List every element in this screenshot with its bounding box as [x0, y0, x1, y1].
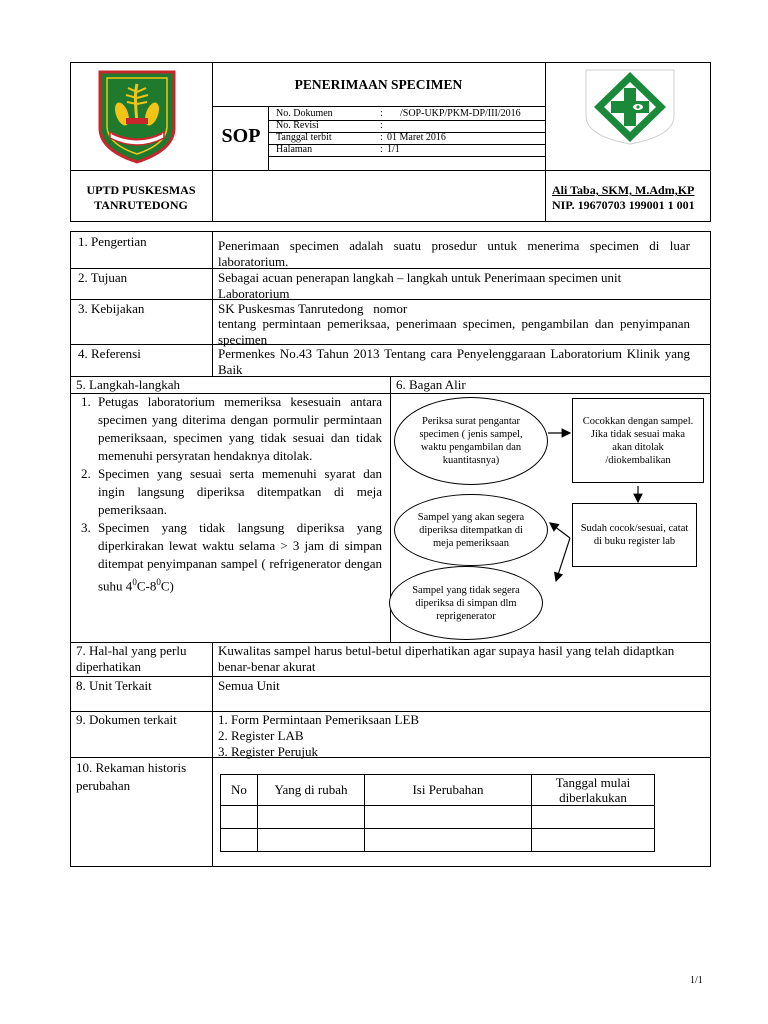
signer-block [552, 183, 695, 213]
section-text-unit: Semua Unit [218, 678, 280, 693]
section-label-langkah: 5. Langkah-langkah [76, 377, 180, 392]
table-header-cell: Tanggal mulai diberlakukan [532, 775, 655, 806]
table-cell [532, 829, 655, 852]
table-cell [221, 806, 258, 829]
section-text-kebijakan-1: SK Puskesmas Tanrutedong nomor [218, 301, 408, 316]
signer-name: Ali Taba, SKM, M.Adm,KP [552, 183, 695, 197]
flow-node-match-sample: Cocokkan dengan sampel. Jika tidak sesuai maka akan ditolak /diokembalikan [572, 398, 704, 483]
section-text-kebijakan-2: tentang permintaan pemeriksaa, penerimaan specimen, pengambilan dan penyimpanan specimen [218, 316, 690, 347]
page-number: 1/1 [690, 975, 703, 986]
dokumen-item: 3. Register Perujuk [218, 744, 319, 759]
signer-nip: NIP. 19670703 199001 1 001 [552, 198, 695, 212]
document-title: PENERIMAAN SPECIMEN [294, 77, 463, 92]
step-1: 1. Petugas laboratorium memeriksa kesesuain antara specimen yang diterima dengan pormulir permintaan pemeriksaan, specimen yang tidak sesuai dan tidak memenuhi persyratan hendaknya ditolak. [94, 393, 382, 465]
section-text-hal-hal: Kuwalitas sampel harus betul-betul diperhatikan agar supaya hasil yang telah didaptkan benar-benar akurat [218, 643, 675, 674]
meta-revision-label: No. Revisi [276, 120, 319, 131]
section-text-pengertian: Penerimaan specimen adalah suatu prosedur untuk menerima specimen di luar laboratorium. [218, 238, 690, 269]
section-label-hal-hal [76, 643, 186, 675]
table-cell [258, 806, 365, 829]
step-3-sup: 0 [156, 577, 161, 587]
table-cell [532, 806, 655, 829]
meta-sep: : [380, 108, 383, 119]
meta-doc-number-label: No. Dokumen [276, 108, 333, 119]
section-label-kebijakan: 3. Kebijakan [78, 301, 145, 316]
label-line: 10. Rekaman historis [76, 760, 187, 775]
regional-logo [92, 66, 182, 166]
section-label-unit: 8. Unit Terkait [76, 678, 152, 693]
arrow-node3-to-node4 [550, 523, 570, 538]
meta-page-label: Halaman [276, 144, 313, 155]
section-text-tujuan: Sebagai acuan penerapan langkah – langkah untuk Penerimaan specimen unit Laboratorium [218, 270, 622, 301]
step-2: 2. Specimen yang sesuai serta memenuhi syarat dan ingin langsung diperiksa ditempatkan di meja pemeriksaan. [94, 465, 382, 519]
section-label-pengertian: 1. Pengertian [78, 234, 147, 249]
section-text-referensi: Permenkes No.43 Tahun 2013 Tentang cara Penyelenggaraan Laboratorium Klinik yang Baik [218, 346, 690, 377]
dokumen-item: 2. Register LAB [218, 728, 304, 743]
meta-sep: : [380, 144, 383, 155]
table-row [221, 806, 655, 829]
section-label-rekaman [76, 759, 186, 795]
puskesmas-cross-logo [582, 66, 678, 148]
table-header-cell: Yang di rubah [258, 775, 365, 806]
flow-node-check-letter: Periksa surat pengantar specimen ( jenis sampel, waktu pengambilan dan kuantitasnya) [394, 397, 548, 485]
flow-node-register: Sudah cocok/sesuai, catat di buku register lab [572, 503, 697, 567]
section-list-dokumen [218, 712, 419, 760]
step-3-text: C) [160, 578, 174, 594]
step-3-text: Specimen yang tidak langsung diperiksa yang diperkirakan lewat waktu selama > 3 jam di simpan ditempat penyimpanan sampel ( refrigenerator dengan suhu 4 [98, 520, 382, 594]
table-cell [221, 829, 258, 852]
flow-node-exam-table: Sampel yang akan segera diperiksa ditempatkan di meja pemeriksaan [394, 494, 548, 566]
meta-date-label: Tanggal terbit [276, 132, 332, 143]
procedure-steps [72, 393, 382, 595]
table-row [221, 829, 655, 852]
flow-node-refrigerator: Sampel yang tidak segera diperiksa di simpan dlm reprigenerator [389, 566, 543, 640]
section-label-bagan: 6. Bagan Alir [396, 377, 466, 392]
meta-sep: : [380, 120, 383, 131]
section-label-referensi: 4. Referensi [78, 346, 141, 361]
arrow-node3-to-node5 [556, 538, 570, 581]
section-label-dokumen: 9. Dokumen terkait [76, 712, 177, 727]
table-header-cell: No [221, 775, 258, 806]
table-cell [365, 806, 532, 829]
org-line-2: TANRUTEDONG [94, 198, 188, 212]
table-header-row [221, 775, 655, 806]
table-cell [365, 829, 532, 852]
sop-label: SOP [221, 125, 261, 147]
org-name [70, 183, 212, 213]
step-3-sup: 0 [132, 577, 137, 587]
step-3-text: C-8 [136, 578, 157, 594]
step-3 [94, 519, 382, 595]
dokumen-item: 1. Form Permintaan Pemeriksaan LEB [218, 712, 420, 727]
meta-doc-number-value: /SOP-UKP/PKM-DP/III/2016 [400, 108, 521, 119]
table-header-cell: Isi Perubahan [365, 775, 532, 806]
label-line: perubahan [76, 778, 131, 793]
section-label-tujuan: 2. Tujuan [78, 270, 128, 285]
meta-sep: : [380, 132, 383, 143]
table-cell [258, 829, 365, 852]
revision-history-table [220, 774, 655, 852]
meta-date-value: 01 Maret 2016 [387, 132, 446, 143]
label-line: diperhatikan [76, 659, 141, 674]
label-line: 7. Hal-hal yang perlu [76, 643, 187, 658]
meta-page-value: 1/1 [387, 144, 400, 155]
org-line-1: UPTD PUSKESMAS [86, 183, 196, 197]
